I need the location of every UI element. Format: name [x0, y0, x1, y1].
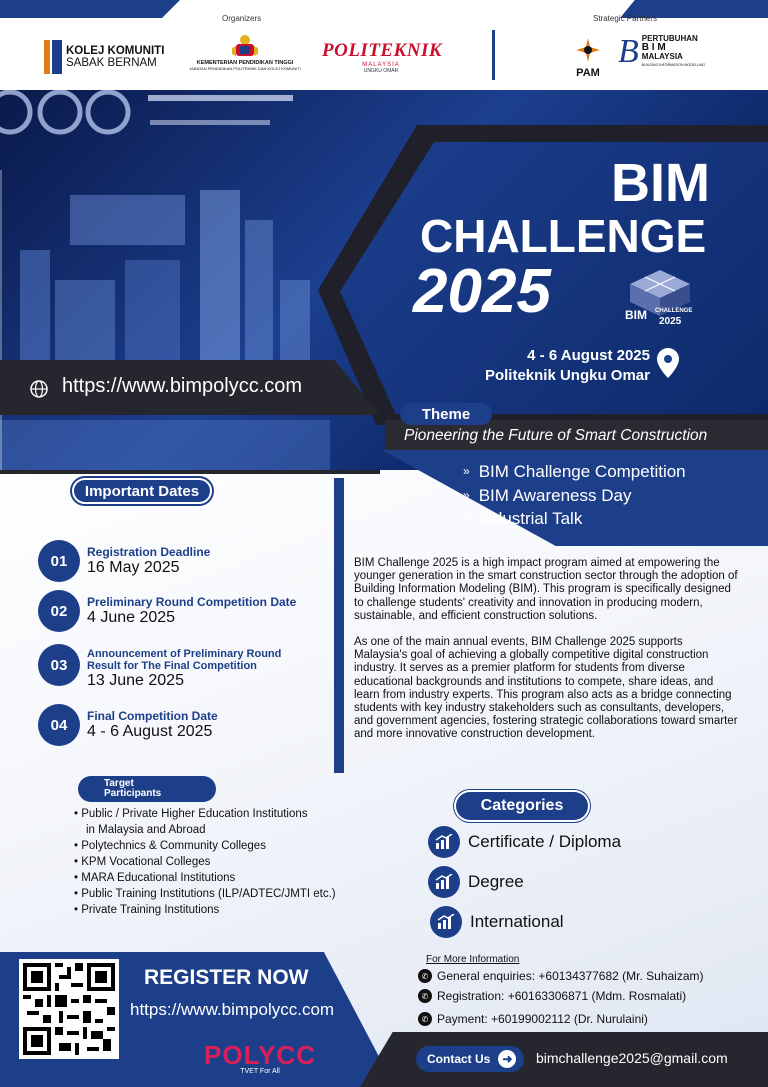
event-item: » Industrial Talk: [463, 507, 686, 531]
date-number: 02: [38, 590, 80, 632]
kpt-logo: [185, 34, 305, 71]
event-item: » BIM Awareness Day: [463, 484, 686, 508]
category-item: [430, 906, 564, 938]
date-title: Announcement of Preliminary Round: [87, 648, 282, 660]
target-item: • MARA Educational Institutions: [74, 872, 236, 884]
title-line2: CHALLENGE: [420, 210, 707, 262]
badge-text3: 2025: [659, 316, 682, 327]
important-dates-heading: Important Dates: [72, 478, 212, 504]
title-year: 2025: [413, 257, 551, 326]
website-link[interactable]: https://www.bimpolycc.com: [62, 375, 303, 397]
chart-growth-icon: [428, 866, 460, 898]
target-item: • Polytechnics & Community Colleges: [74, 840, 266, 852]
category-item: [428, 866, 524, 898]
qr-code[interactable]: [19, 959, 119, 1059]
event-item: » BIM Challenge Competition: [463, 460, 686, 484]
theme-text: Pioneering the Future of Smart Construction: [404, 427, 708, 444]
date-value: 13 June 2025: [87, 672, 184, 689]
globe-icon: [30, 380, 48, 403]
kolej-komuniti-logo: [44, 40, 164, 74]
divider-strip: [0, 470, 380, 474]
polycc-tagline: TVET For All: [240, 1068, 280, 1075]
qr-code-icon: [23, 963, 115, 1055]
category-label: Degree: [468, 872, 524, 891]
date-title-line2: Result for The Final Competition: [87, 660, 257, 672]
date-item-04: [38, 704, 218, 746]
polycc-logo: [200, 1042, 320, 1075]
category-item: [428, 826, 621, 858]
politeknik-logo: [322, 40, 443, 74]
date-title: Registration Deadline: [87, 545, 211, 559]
polycc-wordmark: POLYCC: [204, 1040, 316, 1070]
events-list: [463, 460, 686, 531]
date-number: 04: [38, 704, 80, 746]
date-item-01: [38, 540, 210, 582]
kpt-line2: JABATAN PENDIDIKAN POLITEKNIK DAN KOLEJ KOMUNITI: [189, 66, 301, 71]
more-info-label: For More Information: [426, 954, 520, 965]
contact-item: ✆ General enquiries: +60134377682 (Mr. Suhaizam): [418, 969, 704, 983]
event-date-venue: [440, 346, 650, 386]
arrow-right-icon: ➜: [498, 1050, 516, 1068]
target-participants-heading: [78, 776, 216, 802]
title-line1: BIM: [611, 153, 710, 213]
categories-heading: Categories: [456, 792, 588, 820]
poli-sub1: MALAYSIA: [362, 62, 400, 68]
program-description: [354, 557, 738, 742]
contact-us-button[interactable]: [416, 1046, 524, 1072]
contact-item: ✆ Registration: +60163306871 (Mdm. Rosmalati): [418, 989, 686, 1003]
register-now-heading[interactable]: REGISTER NOW: [144, 966, 309, 989]
kolej-mark-icon: [44, 40, 62, 74]
category-label: Certificate / Diploma: [468, 832, 622, 851]
category-label: International: [470, 912, 564, 931]
date-value: 4 June 2025: [87, 609, 176, 626]
bim-org-line1: PERTUBUHAN: [641, 34, 698, 43]
hero-banner: [0, 90, 768, 470]
contact-email[interactable]: bimchallenge2025@gmail.com: [536, 1050, 728, 1066]
chart-growth-icon: [428, 826, 460, 858]
bim-org-line4: BUILDING INFORMATION MODELLING: [641, 63, 706, 67]
bim-malaysia-logo: [618, 34, 705, 70]
crest-icon: [230, 34, 260, 60]
header-bar: [0, 0, 768, 90]
footer: [0, 952, 768, 1087]
date-title: Final Competition Date: [87, 709, 218, 723]
event-venue: Politeknik Ungku Omar: [484, 367, 650, 384]
target-item: • Public Training Institutions (ILP/ADTEC/JMTI etc.): [74, 888, 336, 900]
kpt-line1: KEMENTERIAN PENDIDIKAN TINGGI: [196, 60, 294, 66]
date-value: 4 - 6 August 2025: [87, 723, 213, 740]
chevron-double-right-icon: »: [463, 464, 470, 478]
date-item-03: [38, 644, 281, 690]
bim-challenge-badge: [625, 268, 695, 338]
date-title: Preliminary Round Competition Date: [87, 595, 297, 609]
target-heading1: Target: [104, 778, 134, 789]
chevron-double-right-icon: »: [463, 511, 470, 525]
kolej-line1: KOLEJ KOMUNITI: [66, 45, 165, 57]
poli-sub2: UNGKU OMAR: [363, 68, 399, 74]
pam-star-icon: [576, 38, 600, 62]
target-item: • Public / Private Higher Education Institutions: [74, 808, 308, 820]
header-accent: [0, 0, 180, 18]
target-item: • KPM Vocational Colleges: [74, 856, 211, 868]
target-heading2: Participants: [104, 788, 162, 799]
date-number: 03: [38, 644, 80, 686]
partners-label: Strategic Partners: [593, 14, 658, 23]
register-url[interactable]: https://www.bimpolycc.com: [130, 1000, 335, 1019]
phone-icon: ✆: [418, 989, 432, 1003]
badge-text1: BIM: [625, 308, 647, 322]
pam-logo: [572, 38, 604, 79]
phone-icon: ✆: [418, 1012, 432, 1026]
description-paragraph-1: BIM Challenge 2025 is a high impact program aimed at empowering the younger generation in the smart construction sector through the adoption of Building Information Modeling (BIM). This program is specifically designed to challenge students' creativity and innovation in producing modern, sustainable, and efficient construction solutions.: [354, 557, 738, 622]
bim-b-icon: B: [618, 33, 639, 70]
target-item: • Private Training Institutions: [74, 904, 220, 916]
badge-text2: CHALLENGE: [655, 308, 693, 314]
date-number: 01: [38, 540, 80, 582]
description-paragraph-2: As one of the main annual events, BIM Challenge 2025 supports Malaysia's goal of achieving a globally competitive digital construction industry. It serves as a premier platform for students from diverse educational backgrounds and institutions to compete, share ideas, and learn from industry experts. This program also acts as a bridge connecting students with key industry stakeholders such as consultants, developers, and government agencies, fostering strategic collaborations toward smarter and more innovative construction development.: [354, 636, 738, 741]
date-item-02: [38, 590, 296, 632]
bim-org-line3: MALAYSIA: [641, 52, 683, 61]
organizers-label: Organizers: [222, 14, 262, 23]
contact-us-label: Contact Us: [427, 1052, 491, 1066]
chart-growth-icon: [430, 906, 462, 938]
event-date: 4 - 6 August 2025: [527, 347, 650, 364]
date-value: 16 May 2025: [87, 559, 180, 576]
event-title: [420, 155, 750, 261]
theme-label: Theme: [400, 403, 492, 425]
poli-wordmark: POLITEKNIK: [322, 40, 443, 61]
vertical-divider: [334, 478, 344, 773]
target-list: [74, 806, 374, 918]
pam-text: PAM: [576, 67, 600, 79]
kolej-line2: SABAK BERNAM: [66, 57, 157, 69]
header-divider: [492, 30, 495, 80]
target-item: in Malaysia and Abroad: [86, 824, 206, 836]
phone-icon: ✆: [418, 969, 432, 983]
location-pin-icon: [657, 348, 679, 383]
chevron-double-right-icon: »: [463, 487, 470, 502]
bim-org-line2: B I M: [641, 42, 666, 53]
contact-item: ✆ Payment: +60199002112 (Dr. Nurulaini): [418, 1012, 648, 1026]
